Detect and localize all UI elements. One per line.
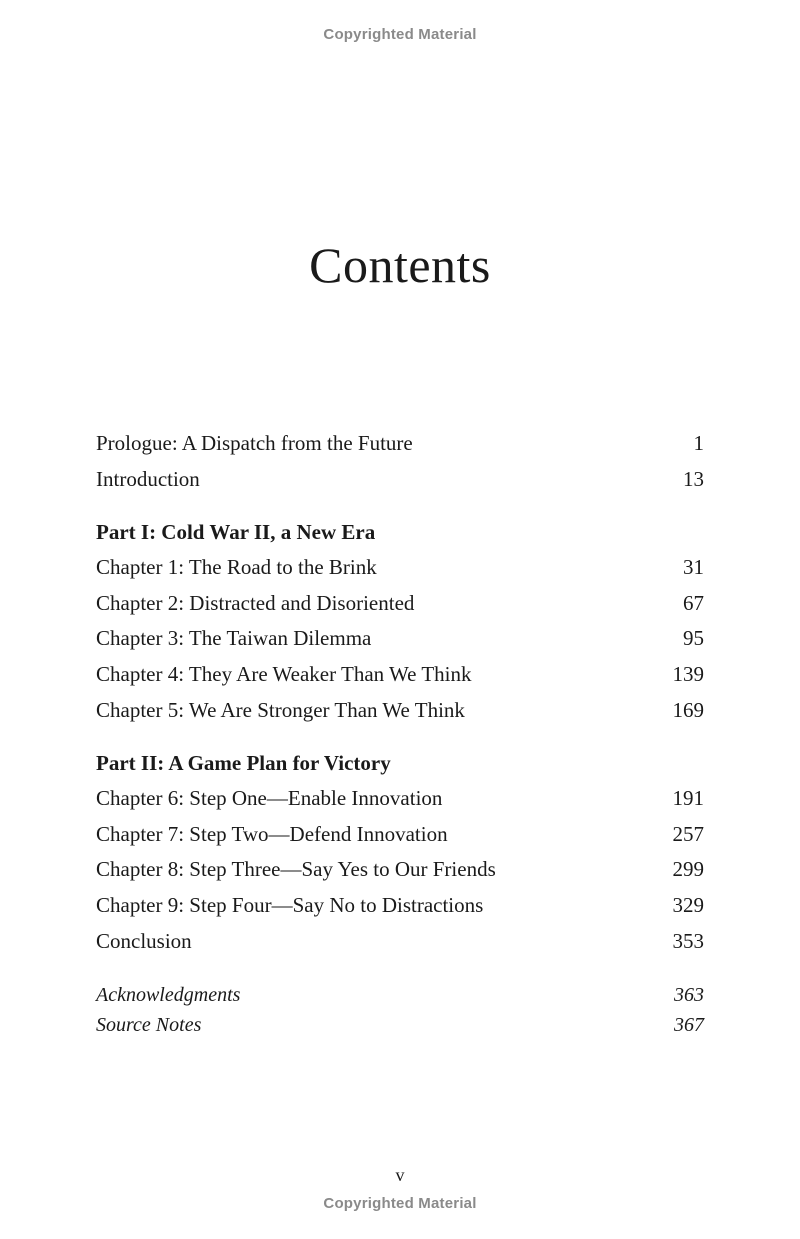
toc-entry-chapter-9[interactable] [96, 892, 704, 918]
toc-entry-page: 257 [672, 822, 704, 846]
toc-entry-page: 299 [672, 857, 704, 881]
toc-entry-page: 329 [672, 893, 704, 917]
page-folio: v [395, 1165, 405, 1185]
toc-entry-page: 1 [693, 431, 704, 455]
toc-entry-label: Chapter 9: Step Four—Say No to Distractions [96, 893, 484, 917]
toc-entry-label: Chapter 2: Distracted and Disoriented [96, 591, 415, 615]
toc-entry-chapter-8[interactable] [96, 856, 704, 882]
toc-entry-page: 191 [672, 786, 704, 810]
toc-entry-conclusion[interactable] [96, 928, 704, 954]
toc-entry-chapter-4[interactable] [96, 661, 704, 687]
toc-entry-page: 139 [672, 662, 704, 686]
toc-entry-page: 367 [674, 1014, 704, 1036]
toc-entry-page: 13 [683, 467, 704, 491]
toc-entry-label: Conclusion [96, 929, 192, 953]
toc-part-label: Part I: Cold War II, a New Era [96, 520, 376, 544]
toc-entry-acknowledgments[interactable] [96, 982, 704, 1008]
copyright-watermark-top: Copyrighted Material [323, 26, 477, 43]
toc-entry-chapter-7[interactable] [96, 821, 704, 847]
toc-entry-page: 353 [672, 929, 704, 953]
toc-entry-page: 67 [683, 591, 704, 615]
toc-entry-page: 95 [683, 626, 704, 650]
toc-entry-label: Chapter 1: The Road to the Brink [96, 555, 377, 579]
toc-entry-label: Introduction [96, 467, 200, 491]
toc-entry-chapter-2[interactable] [96, 590, 704, 616]
toc-entry-prologue[interactable] [96, 430, 704, 456]
toc-entry-label: Source Notes [96, 1014, 202, 1036]
toc-entry-chapter-5[interactable] [96, 697, 704, 723]
toc-entry-chapter-1[interactable] [96, 554, 704, 580]
toc-entry-label: Acknowledgments [96, 984, 241, 1006]
toc-entry-source-notes[interactable] [96, 1012, 704, 1038]
toc-part-heading-2 [96, 750, 704, 776]
toc-entry-label: Prologue: A Dispatch from the Future [96, 431, 413, 455]
toc-entry-label: Chapter 8: Step Three—Say Yes to Our Friends [96, 857, 496, 881]
toc-entry-chapter-6[interactable] [96, 785, 704, 811]
toc-entry-page: 169 [672, 698, 704, 722]
toc-entry-label: Chapter 5: We Are Stronger Than We Think [96, 698, 465, 722]
toc-part-heading-1 [96, 519, 704, 545]
toc-entry-label: Chapter 6: Step One—Enable Innovation [96, 786, 443, 810]
toc-entry-page: 363 [674, 984, 704, 1006]
copyright-watermark-bottom: Copyrighted Material [323, 1195, 477, 1212]
toc-entry-label: Chapter 4: They Are Weaker Than We Think [96, 662, 472, 686]
page-title: Contents [309, 237, 491, 293]
toc-part-label: Part II: A Game Plan for Victory [96, 751, 391, 775]
toc-entry-introduction[interactable] [96, 466, 704, 492]
toc-entry-label: Chapter 3: The Taiwan Dilemma [96, 626, 372, 650]
toc-entry-label: Chapter 7: Step Two—Defend Innovation [96, 822, 448, 846]
toc-entry-chapter-3[interactable] [96, 625, 704, 651]
toc-entry-page: 31 [683, 555, 704, 579]
